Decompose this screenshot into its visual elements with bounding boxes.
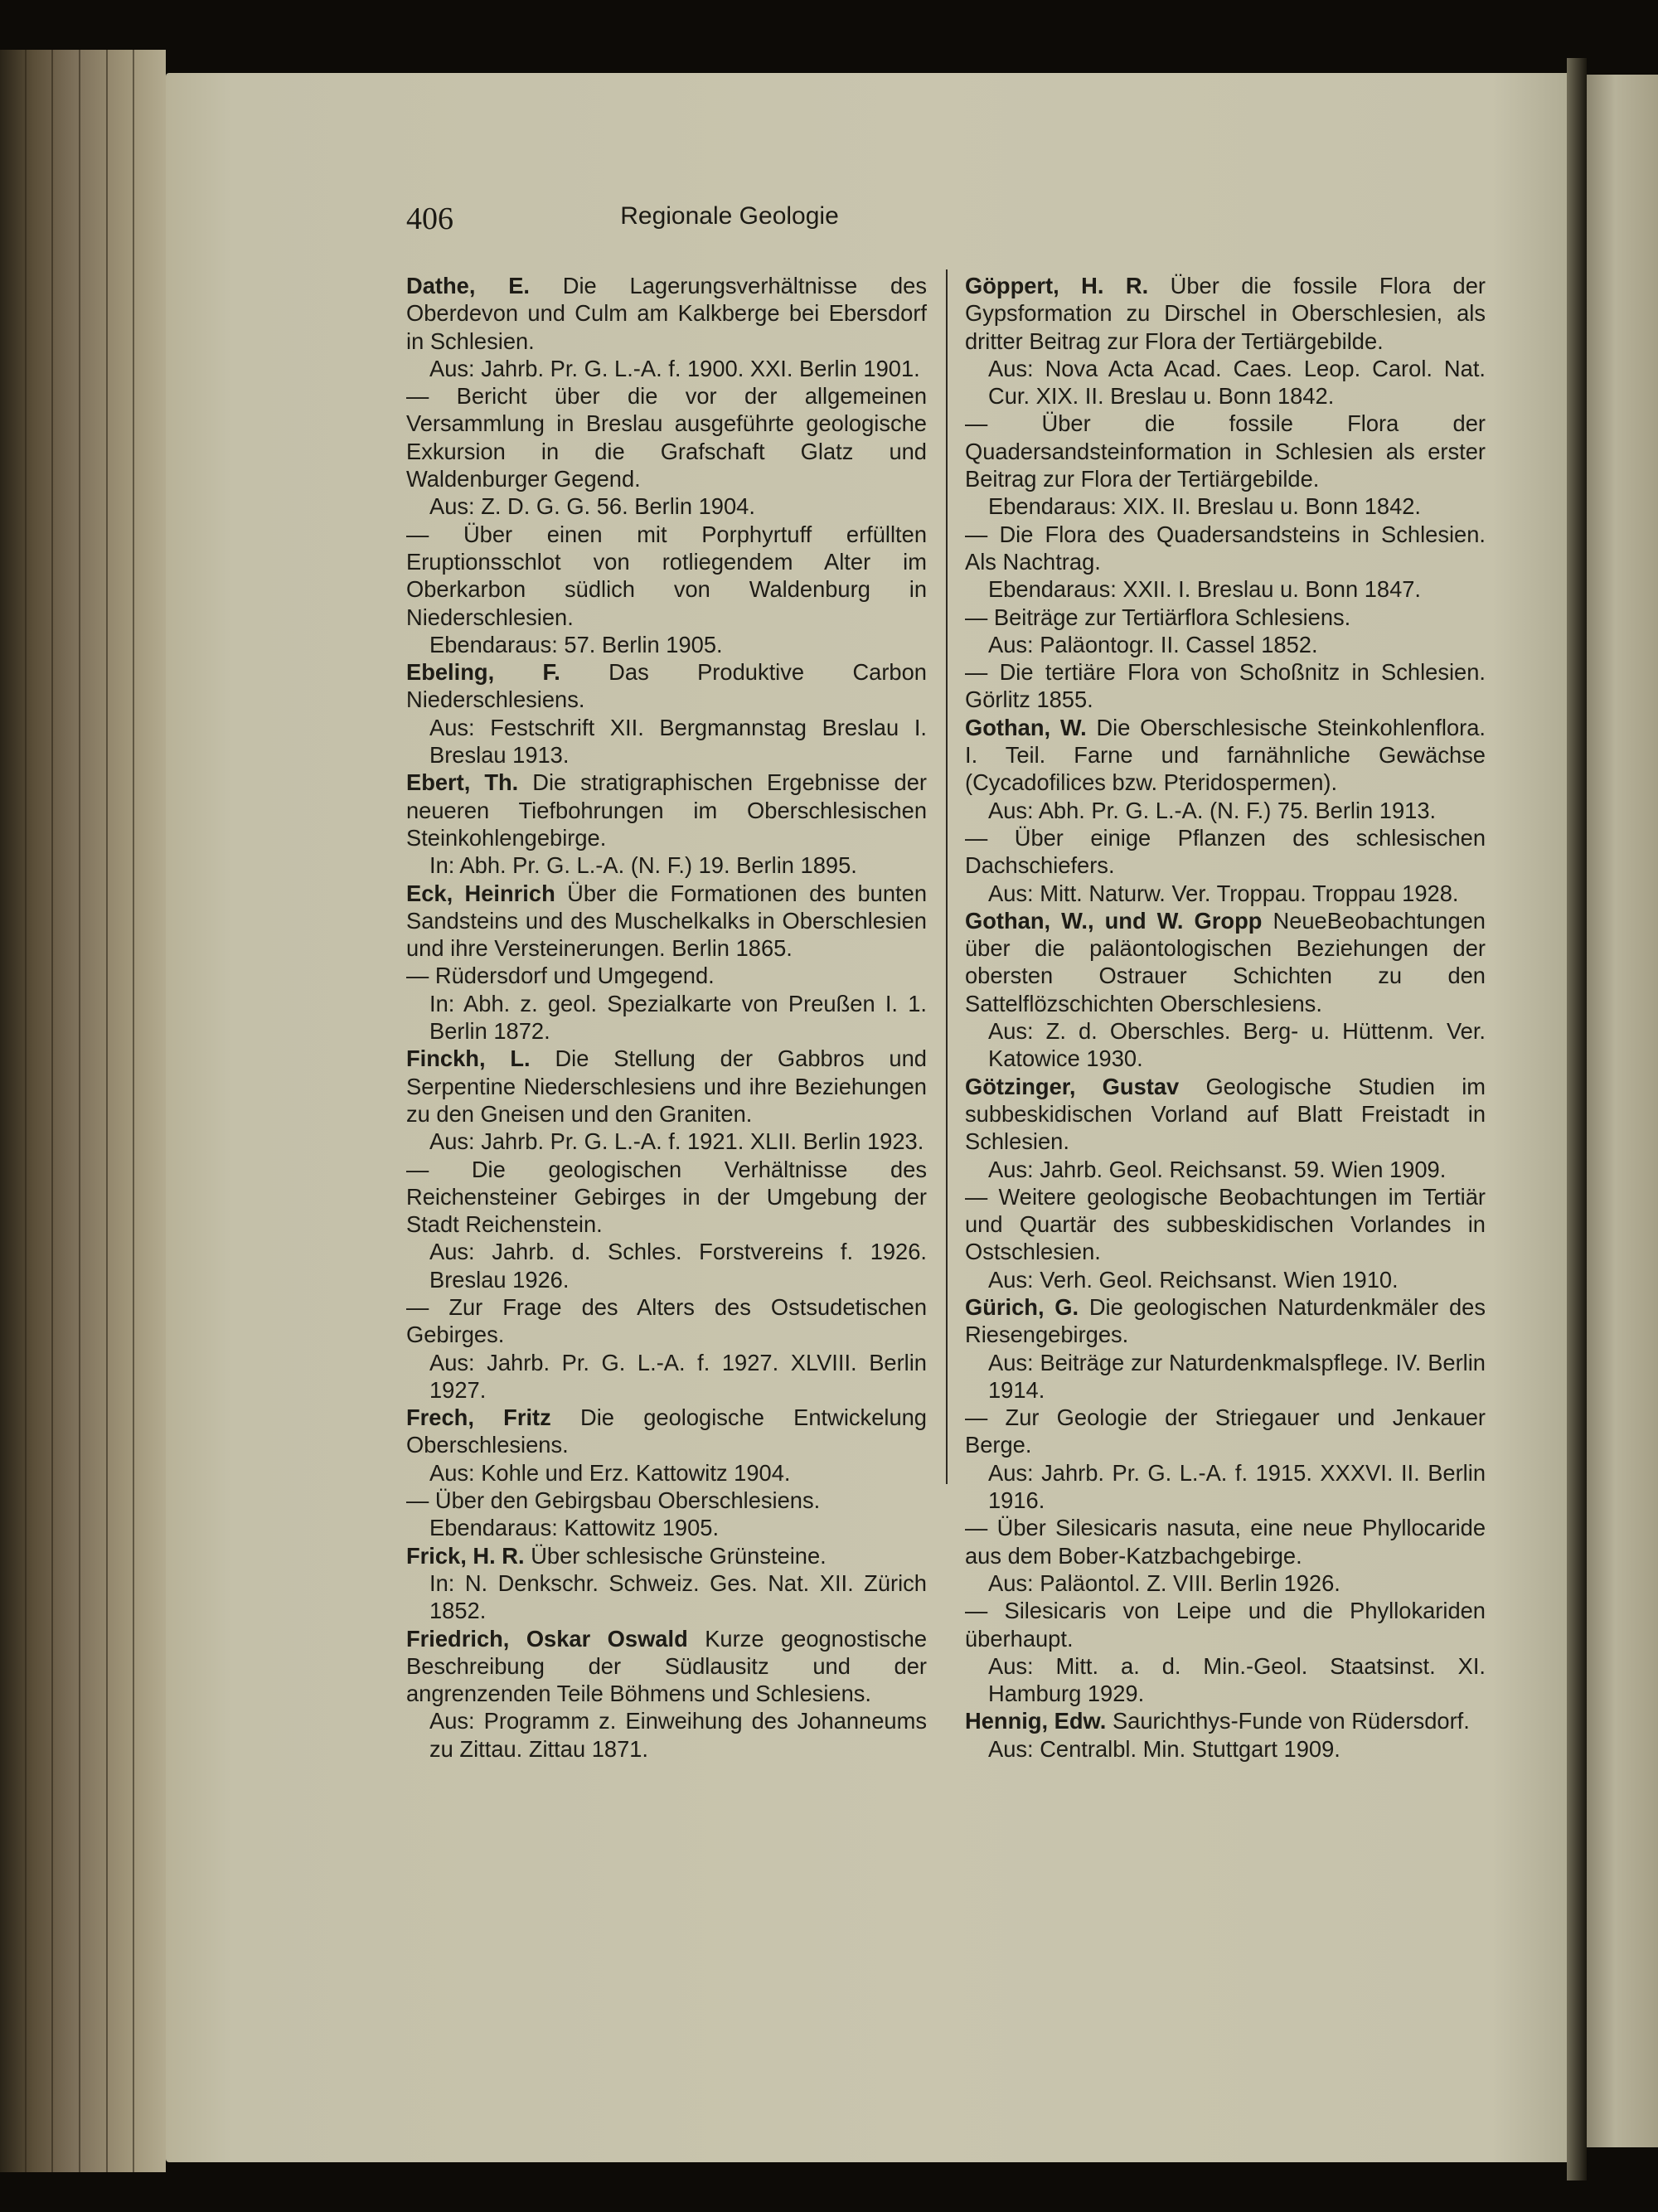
entry-source: Aus: Jahrb. d. Schles. Forstvereins f. 1926. Breslau 1926. <box>429 1239 927 1293</box>
bibliography-entry <box>406 1156 927 1293</box>
bibliography-entry <box>406 880 927 963</box>
bibliography-entry <box>406 1293 927 1404</box>
bibliography-entry <box>406 1404 927 1487</box>
entry-title: Das Produktive Carbon Niederschlesiens. <box>406 659 927 713</box>
entry-title: Bericht über die vor der allgemeinen Versammlung in Breslau ausgeführte geologische Exkursion in die Grafschaft Glatz und Waldenburger Gegend. <box>406 383 927 492</box>
bibliography-entry <box>406 382 927 520</box>
entry-title: Über den Gebirgsbau Oberschlesiens. <box>434 1487 821 1514</box>
entry-title: Über die fossile Flora der Quadersandsteinformation in Schlesien als erster Beitrag zur Flora der Tertiärgebilde. <box>965 410 1486 492</box>
entry-source: In: Abh. Pr. G. L.-A. (N. F.) 19. Berlin 1895. <box>429 852 857 879</box>
entry-source: Aus: Jahrb. Pr. G. L.-A. f. 1915. XXXVI. II. Berlin 1916. <box>988 1459 1486 1514</box>
entry-title: Zur Geologie der Striegauer und Jenkauer Berge. <box>965 1404 1486 1458</box>
entry-title: Die Flora des Quadersandsteins in Schlesien. Als Nachtrag. <box>965 521 1486 575</box>
repeat-author-dash: — <box>406 521 429 547</box>
repeat-author-dash: — <box>406 1487 429 1514</box>
entry-title: Über die fossile Flora der Gypsformation zu Dirschel in Oberschlesien, als dritter Beitrag zur Flora der Tertiärgebilde. <box>965 273 1486 354</box>
bibliography-entry <box>406 1625 927 1763</box>
entry-source: Aus: Jahrb. Pr. G. L.-A. f. 1927. XLVIII. Berlin 1927. <box>429 1349 927 1403</box>
entry-source: Aus: Nova Acta Acad. Caes. Leop. Carol. Nat. Cur. XIX. II. Breslau u. Bonn 1842. <box>988 355 1486 410</box>
bibliography-entry <box>965 714 1486 824</box>
bibliography-entry <box>965 1514 1486 1597</box>
entry-title: Die geologischen Verhältnisse des Reichensteiner Gebirges in der Umgebung der Stadt Reichenstein. <box>406 1156 927 1238</box>
bibliography-entry <box>965 272 1486 410</box>
entry-title: Weitere geologische Beobachtungen im Tertiär und Quartär des subbeskidischen Vorlandes in Ostschlesien. <box>965 1183 1486 1265</box>
page-number: 406 <box>406 201 453 236</box>
bibliography-entry <box>406 769 927 879</box>
repeat-author-dash: — <box>965 1404 988 1431</box>
entry-source: Aus: Abh. Pr. G. L.-A. (N. F.) 75. Berlin 1913. <box>988 797 1437 823</box>
entry-source: Aus: Festschrift XII. Bergmannstag Breslau I. Breslau 1913. <box>429 714 927 769</box>
bibliography-entry <box>965 1404 1486 1514</box>
repeat-author-dash: — <box>406 1156 429 1182</box>
bibliography-entry <box>965 824 1486 907</box>
entry-source: Aus: Z. D. G. G. 56. Berlin 1904. <box>429 493 755 520</box>
entry-title: Kurze geognostische Beschreibung der Südlausitz und der angrenzenden Teile Böhmens und Schlesiens. <box>406 1625 927 1707</box>
book-page-edges <box>0 50 166 2172</box>
bibliography-entry <box>406 1487 927 1542</box>
entry-author: Ebert, Th. <box>406 769 519 796</box>
entry-author: Frick, H. R. <box>406 1542 525 1569</box>
entry-author: Frech, Fritz <box>406 1404 551 1431</box>
entry-source: Aus: Programm z. Einweihung des Johanneums zu Zittau. Zittau 1871. <box>429 1708 927 1762</box>
bibliography-entry <box>965 907 1486 1073</box>
bibliography-column-left <box>406 272 927 1763</box>
entry-title: Saurichthys-Funde von Rüdersdorf. <box>1112 1708 1470 1734</box>
bibliography-entry <box>965 604 1486 659</box>
bibliography-entry <box>406 521 927 658</box>
entry-source: Ebendaraus: XIX. II. Breslau u. Bonn 1842. <box>988 493 1422 520</box>
bibliography-entry <box>965 658 1486 714</box>
entry-author: Gothan, W., und W. Gropp <box>965 907 1263 934</box>
repeat-author-dash: — <box>406 963 429 989</box>
entry-source: Aus: Verh. Geol. Reichsanst. Wien 1910. <box>988 1266 1399 1293</box>
bibliography-entry <box>965 1707 1486 1763</box>
entry-title: Die Oberschlesische Steinkohlenflora. I. Teil. Farne und farnähnliche Gewächse (Cycadofilices bzw. Pteridospermen). <box>965 714 1486 796</box>
entry-title: Rüdersdorf und Umgegend. <box>434 963 715 989</box>
bibliography-entry <box>965 410 1486 520</box>
bibliography-entry <box>965 521 1486 604</box>
bibliography-entry <box>965 1293 1486 1404</box>
bibliography-entry <box>965 1597 1486 1707</box>
entry-source: Aus: Paläontol. Z. VIII. Berlin 1926. <box>988 1569 1340 1596</box>
entry-title: Die Stellung der Gabbros und Serpentine Niederschlesiens und ihre Beziehungen zu den Gneisen und den Graniten. <box>406 1045 927 1127</box>
repeat-author-dash: — <box>965 1598 988 1624</box>
entry-source: Aus: Mitt. Naturw. Ver. Troppau. Troppau 1928. <box>988 880 1459 906</box>
repeat-author-dash: — <box>965 1515 988 1541</box>
next-page-edge <box>1587 75 1658 2147</box>
entry-author: Göppert, H. R. <box>965 273 1149 298</box>
repeat-author-dash: — <box>965 824 988 851</box>
entry-author: Gothan, W. <box>965 714 1087 740</box>
entry-source: Aus: Paläontogr. II. Cassel 1852. <box>988 631 1318 657</box>
bibliography-entry <box>406 1542 927 1625</box>
entry-title: Die geologische Entwickelung Oberschlesiens. <box>406 1404 927 1458</box>
entry-source: Aus: Jahrb. Pr. G. L.-A. f. 1921. XLII. Berlin 1923. <box>429 1128 924 1155</box>
entry-title: Die Lagerungsverhältnisse des Oberdevon und Culm am Kalkberge bei Ebersdorf in Schlesien. <box>406 273 927 354</box>
entry-title: Zur Frage des Alters des Ostsudetischen Gebirges. <box>406 1293 928 1348</box>
bibliography-entry <box>965 1183 1486 1293</box>
entry-source: In: N. Denkschr. Schweiz. Ges. Nat. XII. Zürich 1852. <box>429 1569 927 1624</box>
repeat-author-dash: — <box>406 1293 429 1320</box>
entry-title: Über die Formationen des bunten Sandsteins und des Muschelkalks in Oberschlesien und ihre Versteinerungen. Berlin 1865. <box>406 880 927 962</box>
entry-source: Aus: Mitt. a. d. Min.-Geol. Staatsinst. XI. Hamburg 1929. <box>988 1652 1486 1707</box>
entry-author: Eck, Heinrich <box>406 880 555 906</box>
bibliography-entry <box>406 658 927 769</box>
entry-author: Ebeling, F. <box>406 659 560 686</box>
entry-title: NeueBeobachtungen über die paläontologischen Beziehungen der obersten Ostrauer Schichten zu den Sattelflözschichten Oberschlesiens. <box>965 907 1486 1016</box>
gutter-shadow <box>1567 58 1587 2180</box>
entry-source: Aus: Kohle und Erz. Kattowitz 1904. <box>429 1459 791 1486</box>
entry-source: Aus: Jahrb. Pr. G. L.-A. f. 1900. XXI. Berlin 1901. <box>429 355 920 381</box>
entry-title: Die tertiäre Flora von Schoßnitz in Schlesien. Görlitz 1855. <box>965 659 1486 713</box>
repeat-author-dash: — <box>965 521 988 547</box>
entry-title: Die geologischen Naturdenkmäler des Riesengebirges. <box>965 1293 1486 1348</box>
entry-title: Silesicaris von Leipe und die Phyllokariden überhaupt. <box>965 1598 1486 1652</box>
bibliography-column-right <box>965 272 1486 1763</box>
entry-author: Götzinger, Gustav <box>965 1073 1180 1099</box>
bibliography-entry <box>965 1073 1486 1183</box>
entry-source: Aus: Jahrb. Geol. Reichsanst. 59. Wien 1909. <box>988 1156 1447 1182</box>
entry-title: Beiträge zur Tertiärflora Schlesiens. <box>993 604 1351 630</box>
entry-title: Über schlesische Grünsteine. <box>531 1542 827 1569</box>
entry-title: Über einige Pflanzen des schlesischen Dachschiefers. <box>965 824 1486 879</box>
running-title: Regionale Geologie <box>620 202 839 230</box>
entry-author: Friedrich, Oskar Oswald <box>406 1625 688 1652</box>
entry-title: Geologische Studien im subbeskidischen Vorland auf Blatt Freistadt in Schlesien. <box>965 1073 1486 1155</box>
bibliography-entry <box>406 1045 927 1155</box>
entry-source: Aus: Beiträge zur Naturdenkmalspflege. IV. Berlin 1914. <box>988 1349 1486 1403</box>
entry-source: Aus: Z. d. Oberschles. Berg- u. Hüttenm. Ver. Katowice 1930. <box>988 1018 1486 1072</box>
page-header <box>406 201 1053 247</box>
entry-title: Über einen mit Porphyrtuff erfüllten Eruptionsschlot von rotliegendem Alter im Oberkarbon südlich von Waldenburg in Niederschlesien. <box>406 521 927 630</box>
bibliography-entry <box>406 962 927 1045</box>
entry-source: Aus: Centralbl. Min. Stuttgart 1909. <box>988 1735 1340 1762</box>
entry-author: Hennig, Edw. <box>965 1708 1107 1734</box>
repeat-author-dash: — <box>965 410 988 437</box>
repeat-author-dash: — <box>965 1183 988 1210</box>
column-divider <box>946 269 948 1484</box>
entry-source: Ebendaraus: Kattowitz 1905. <box>429 1515 720 1541</box>
entry-title: Die stratigraphischen Ergebnisse der neueren Tiefbohrungen im Oberschlesischen Steinkohlengebirge. <box>406 769 927 851</box>
entry-source: Ebendaraus: 57. Berlin 1905. <box>429 631 723 657</box>
entry-author: Dathe, E. <box>406 273 530 298</box>
repeat-author-dash: — <box>406 383 429 410</box>
entry-source: In: Abh. z. geol. Spezialkarte von Preußen I. 1. Berlin 1872. <box>429 990 927 1045</box>
repeat-author-dash: — <box>965 604 988 630</box>
repeat-author-dash: — <box>965 659 988 686</box>
entry-title: Über Silesicaris nasuta, eine neue Phyllocaride aus dem Bober-Katzbachgebirge. <box>965 1515 1486 1569</box>
entry-author: Finckh, L. <box>406 1045 531 1072</box>
bibliography-entry <box>406 272 927 382</box>
entry-author: Gürich, G. <box>965 1293 1079 1320</box>
entry-source: Ebendaraus: XXII. I. Breslau u. Bonn 1847. <box>988 576 1422 603</box>
